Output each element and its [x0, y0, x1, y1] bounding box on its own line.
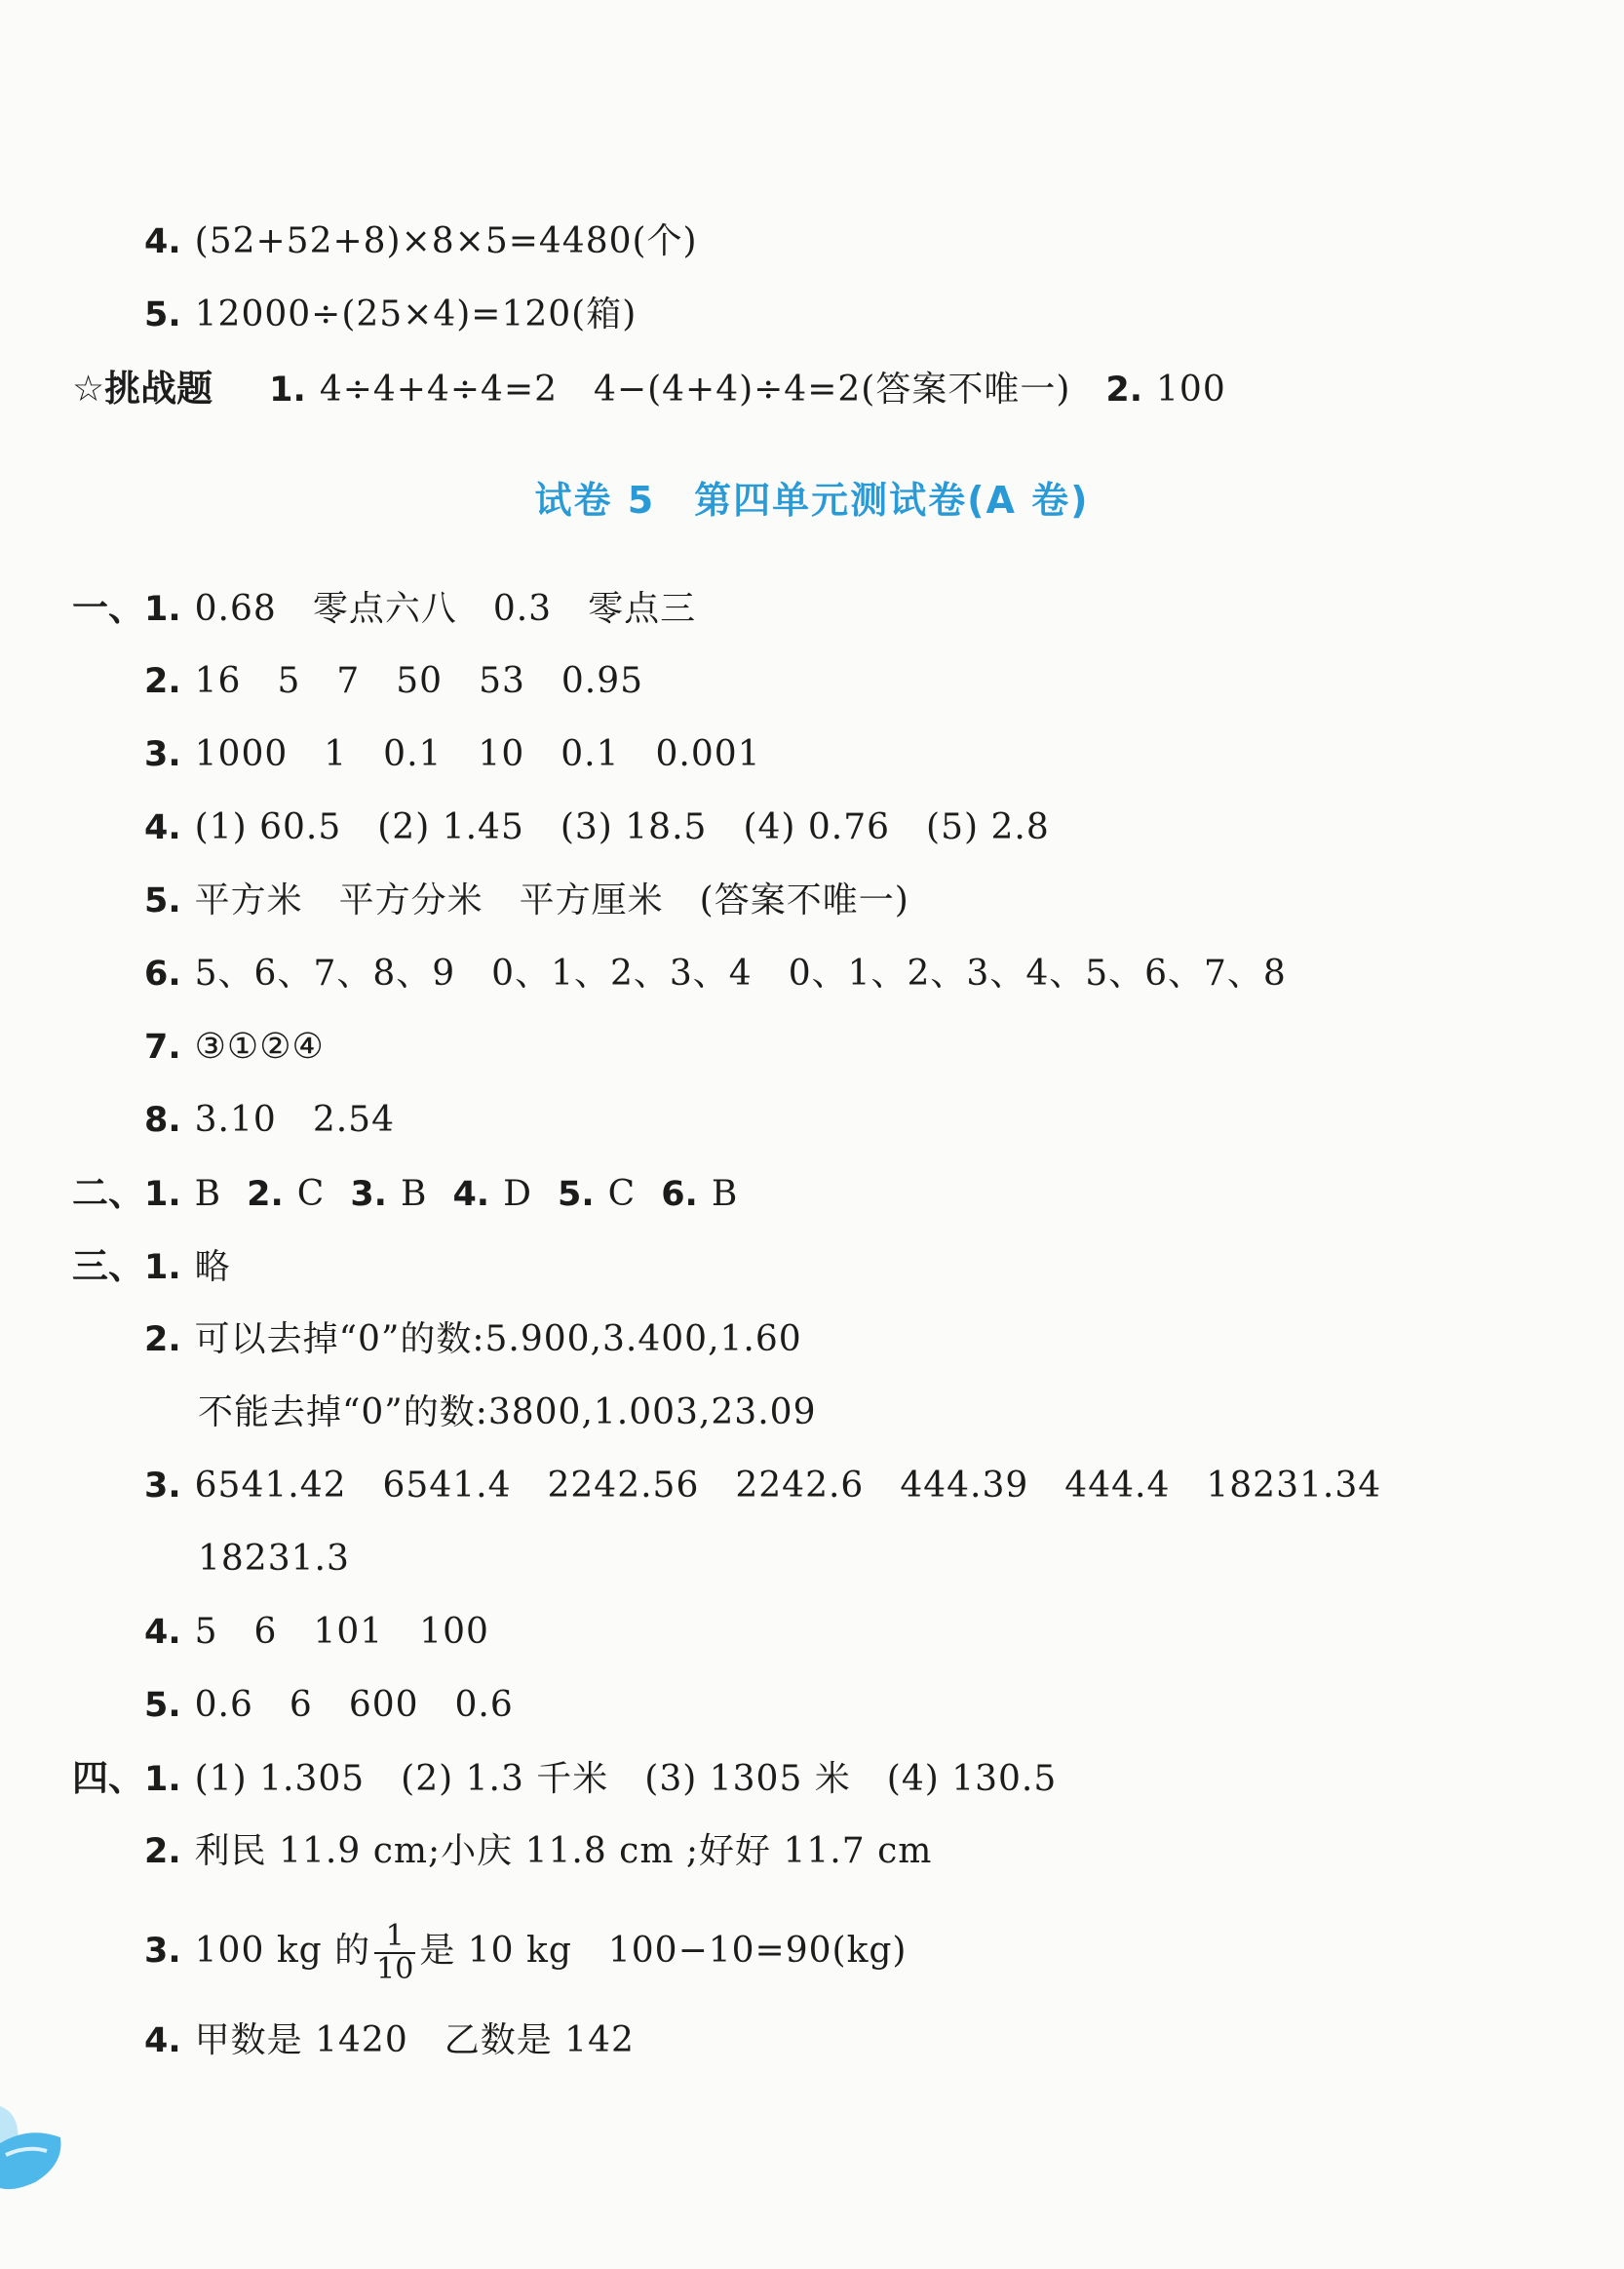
- item-number: 1.: [144, 1248, 181, 1287]
- item-number: 1.: [269, 371, 306, 410]
- item-number: 5.: [557, 1175, 595, 1214]
- answer-text: 6541.42 6541.4 2242.56 2242.6 444.39 444.4 18231.34: [194, 1466, 1382, 1506]
- page-corner-decoration-icon: [0, 2087, 68, 2194]
- section1-item-8: [144, 1099, 395, 1142]
- item-number: 2.: [144, 1320, 181, 1359]
- choice-answer: B: [711, 1174, 739, 1214]
- item-number: 3.: [144, 1932, 181, 1971]
- section3-item-3: [144, 1465, 1381, 1507]
- section3-item-5: [144, 1684, 514, 1727]
- choice-answer: C: [296, 1174, 326, 1214]
- section1-item-6: [144, 953, 1287, 996]
- section2-label: 二、: [72, 1172, 144, 1214]
- answer-text: 平方米 平方分米 平方厘米 (答案不唯一): [194, 880, 909, 920]
- item-number: 3.: [144, 1467, 181, 1506]
- section3-item-4: [144, 1611, 489, 1654]
- section1-item-4: [144, 806, 1050, 849]
- item-number: 4.: [144, 1613, 181, 1652]
- answer-text: (1) 60.5 (2) 1.45 (3) 18.5 (4) 0.76 (5) 2.8: [194, 807, 1050, 847]
- item-number: 4.: [144, 808, 181, 847]
- answer-text: 可以去掉“0”的数:5.900,3.400,1.60: [194, 1319, 802, 1359]
- item-number: 2.: [247, 1175, 284, 1214]
- answer-text: 100 kg 的: [194, 1931, 371, 1971]
- challenge-line: [72, 368, 1226, 411]
- section1-item-7: [144, 1026, 325, 1069]
- item-number: 2.: [144, 662, 181, 701]
- item-number: 4.: [144, 222, 181, 261]
- section3-label: 三、: [72, 1245, 144, 1287]
- test-title: 试卷 5 第四单元测试卷(A 卷): [534, 479, 1090, 522]
- section1-label: 一、: [72, 587, 144, 629]
- answer-text: 略: [194, 1247, 231, 1287]
- item-number: 1.: [144, 590, 181, 629]
- choice-answer: B: [194, 1174, 222, 1214]
- item-number: 3.: [350, 1175, 387, 1214]
- answer-text: 甲数是 1420 乙数是 142: [194, 2020, 635, 2060]
- answer-text: 4÷4+4÷4=2 4−(4+4)÷4=2(答案不唯一): [319, 370, 1071, 410]
- answer-text: 18231.3: [198, 1539, 350, 1579]
- answer-text: 16 5 7 50 53 0.95: [194, 661, 644, 701]
- answer-text: 0.6 6 600 0.6: [194, 1685, 514, 1725]
- item-number: 5.: [144, 881, 181, 920]
- answer-text: (1) 1.305 (2) 1.3 千米 (3) 1305 米 (4) 130.5: [194, 1759, 1058, 1799]
- section4-item-4: [144, 2019, 635, 2062]
- choice-answer: B: [400, 1174, 428, 1214]
- answer-text: (52+52+8)×8×5=4480(个): [194, 221, 698, 261]
- choice-answer: C: [607, 1174, 637, 1214]
- item-number: 5.: [144, 1686, 181, 1725]
- section3-item-2-line2: [198, 1391, 816, 1434]
- answer-line-4: [144, 220, 698, 263]
- answer-text: ③①②④: [194, 1027, 325, 1067]
- item-number: 6.: [661, 1175, 698, 1214]
- answer-text: 12000÷(25×4)=120(箱): [194, 294, 638, 334]
- section1-item-5: [144, 880, 909, 922]
- section1-item-2: [144, 660, 643, 703]
- choice-answer: D: [503, 1174, 532, 1214]
- fraction-denominator: 10: [376, 1952, 414, 1986]
- section1-item-1: [72, 587, 696, 631]
- section4-item-1: [72, 1757, 1057, 1801]
- section1-item-3: [144, 733, 761, 776]
- answer-text: 5 6 101 100: [194, 1612, 489, 1652]
- section4-item-3: [144, 1917, 907, 1985]
- item-number: 2.: [1105, 371, 1143, 410]
- answer-text: 0.68 零点六八 0.3 零点三: [194, 589, 697, 629]
- item-number: 4.: [144, 2021, 181, 2060]
- item-number: 3.: [144, 735, 181, 774]
- answer-text: 1000 1 0.1 10 0.1 0.001: [194, 734, 761, 774]
- item-number: 2.: [144, 1832, 181, 1871]
- fraction-numerator: 1: [374, 1921, 415, 1954]
- section2-line: [72, 1172, 738, 1216]
- challenge-label: ☆挑战题: [72, 368, 213, 410]
- item-number: 5.: [144, 295, 181, 334]
- item-number: 8.: [144, 1101, 181, 1140]
- fraction: [374, 1921, 415, 1985]
- section3-item-3-line2: [198, 1538, 350, 1581]
- section4-label: 四、: [72, 1757, 144, 1799]
- item-number: 7.: [144, 1028, 181, 1067]
- item-number: 4.: [452, 1175, 490, 1214]
- answer-text: 100: [1156, 370, 1226, 410]
- section4-item-2: [144, 1830, 932, 1873]
- answer-text: 利民 11.9 cm;小庆 11.8 cm ;好好 11.7 cm: [194, 1831, 933, 1871]
- answer-text: 5、6、7、8、9 0、1、2、3、4 0、1、2、3、4、5、6、7、8: [194, 954, 1287, 994]
- section3-item-1: [72, 1245, 231, 1289]
- item-number: 1.: [144, 1175, 181, 1214]
- answer-text: 不能去掉“0”的数:3800,1.003,23.09: [198, 1392, 817, 1432]
- answer-text: 是 10 kg 100−10=90(kg): [419, 1931, 908, 1971]
- answer-line-5: [144, 293, 637, 336]
- item-number: 6.: [144, 955, 181, 994]
- section3-item-2: [144, 1318, 802, 1361]
- item-number: 1.: [144, 1760, 181, 1799]
- answer-text: 3.10 2.54: [194, 1100, 395, 1140]
